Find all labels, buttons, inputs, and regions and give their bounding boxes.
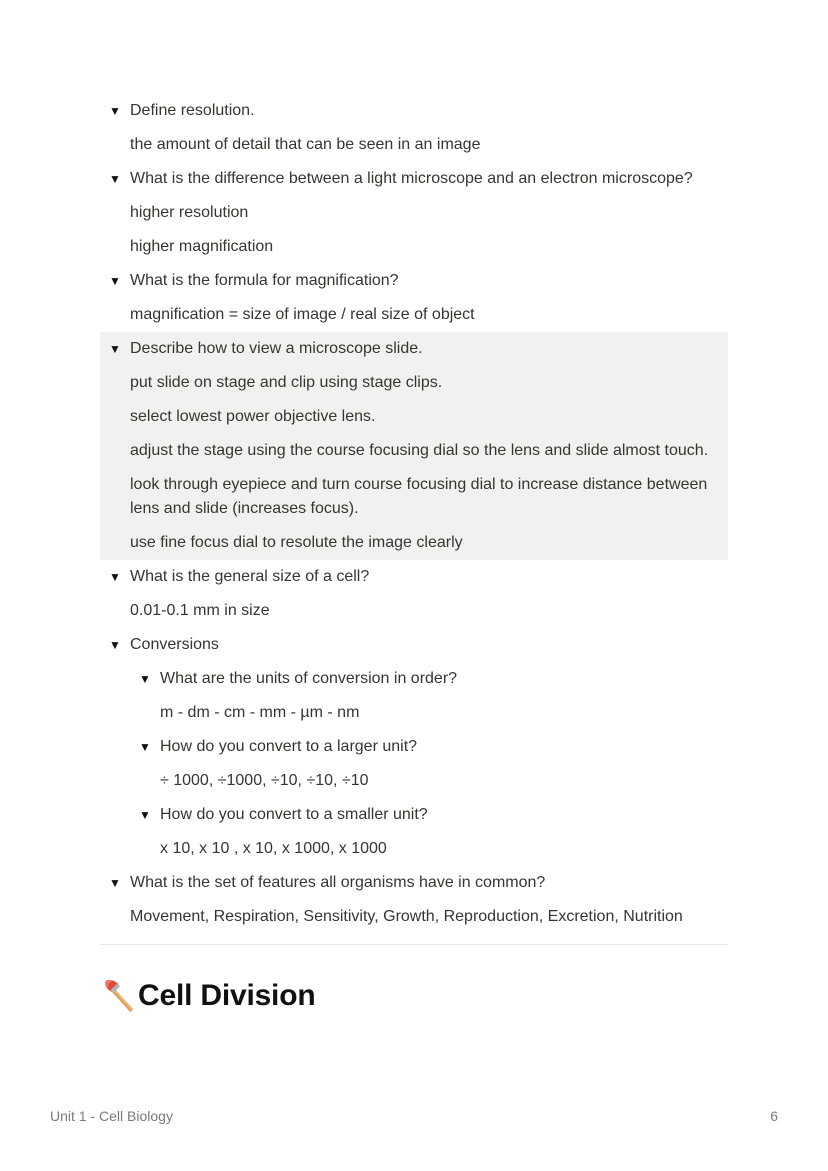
toggle-summary[interactable] (130, 730, 728, 764)
toggle-summary[interactable] (100, 264, 728, 298)
toggle-summary[interactable] (100, 560, 728, 594)
answer-text: m - dm - cm - mm - µm - nm (160, 704, 360, 721)
toggle-body (100, 298, 728, 332)
toggle-title: What is the general size of a cell? (130, 568, 370, 585)
toggle-triangle-icon[interactable]: ▼ (109, 172, 121, 186)
toggle-title: What is the difference between a light microscope and an electron microscope? (130, 170, 693, 187)
toggle-cell-size (100, 560, 728, 628)
toggle-triangle-icon[interactable]: ▼ (139, 672, 151, 686)
toggle-body (100, 128, 728, 162)
toggle-title: What are the units of conversion in order? (160, 670, 458, 687)
toggle-title: What is the set of features all organisms have in common? (130, 874, 546, 891)
toggle-title: Describe how to view a microscope slide. (130, 340, 423, 357)
toggle-title: How do you convert to a larger unit? (160, 738, 418, 755)
toggle-triangle-icon[interactable]: ▼ (139, 740, 151, 754)
toggle-summary[interactable] (100, 866, 728, 900)
toggle-view-slide (100, 332, 728, 560)
answer-text: x 10, x 10 , x 10, x 1000, x 1000 (160, 840, 387, 857)
axe-icon (100, 977, 138, 1015)
answer-text: higher magnification (130, 238, 274, 255)
answer-text: put slide on stage and clip using stage clips. (130, 374, 443, 391)
toggle-triangle-icon[interactable]: ▼ (139, 808, 151, 822)
toggle-summary[interactable] (100, 332, 728, 366)
toggle-title: Conversions (130, 636, 219, 653)
toggle-triangle-icon[interactable]: ▼ (109, 876, 121, 890)
toggle-body (100, 594, 728, 628)
toggle-triangle-icon[interactable]: ▼ (109, 274, 121, 288)
toggle-title: What is the formula for magnification? (130, 272, 399, 289)
answer-text: the amount of detail that can be seen in an image (130, 136, 481, 153)
answer-text: magnification = size of image / real size of object (130, 306, 475, 323)
footer-document-title: Unit 1 - Cell Biology (50, 1108, 173, 1124)
toggle-organism-features (100, 866, 728, 934)
toggle-magnification-formula (100, 264, 728, 332)
answer-text: adjust the stage using the course focusing dial so the lens and slide almost touch. (130, 442, 709, 459)
toggle-triangle-icon[interactable]: ▼ (109, 638, 121, 652)
toggle-microscope-difference (100, 162, 728, 264)
toggle-summary[interactable] (130, 798, 728, 832)
toggle-conversions (100, 628, 728, 866)
footer-page-number: 6 (770, 1108, 778, 1124)
section-heading (100, 977, 728, 1015)
toggle-body (130, 832, 728, 866)
toggle-title: How do you convert to a smaller unit? (160, 806, 428, 823)
toggle-smaller-unit (130, 798, 728, 866)
answer-text: ÷ 1000, ÷1000, ÷10, ÷10, ÷10 (160, 772, 369, 789)
toggle-body (100, 662, 728, 866)
toggle-body (130, 696, 728, 730)
toggle-body (100, 196, 728, 264)
toggle-summary[interactable] (100, 628, 728, 662)
answer-text: select lowest power objective lens. (130, 408, 376, 425)
answer-text: use fine focus dial to resolute the image clearly (130, 534, 463, 551)
toggle-body (130, 764, 728, 798)
toggle-body (100, 900, 728, 934)
toggle-title: Define resolution. (130, 102, 255, 119)
toggle-summary[interactable] (130, 662, 728, 696)
divider (100, 944, 728, 945)
answer-text: higher resolution (130, 204, 249, 221)
page-content (100, 94, 728, 1015)
answer-text: 0.01-0.1 mm in size (130, 602, 270, 619)
toggle-triangle-icon[interactable]: ▼ (109, 104, 121, 118)
toggle-summary[interactable] (100, 162, 728, 196)
toggle-larger-unit (130, 730, 728, 798)
toggle-summary[interactable] (100, 94, 728, 128)
toggle-units-order (130, 662, 728, 730)
toggle-triangle-icon[interactable]: ▼ (109, 570, 121, 584)
answer-text: look through eyepiece and turn course focusing dial to increase distance between lens and slide (increases focus). (130, 476, 708, 517)
answer-text: Movement, Respiration, Sensitivity, Growth, Reproduction, Excretion, Nutrition (130, 908, 683, 925)
toggle-body (100, 366, 728, 560)
toggle-triangle-icon[interactable]: ▼ (109, 342, 121, 356)
toggle-define-resolution (100, 94, 728, 162)
heading-text: Cell Division (138, 979, 316, 1012)
